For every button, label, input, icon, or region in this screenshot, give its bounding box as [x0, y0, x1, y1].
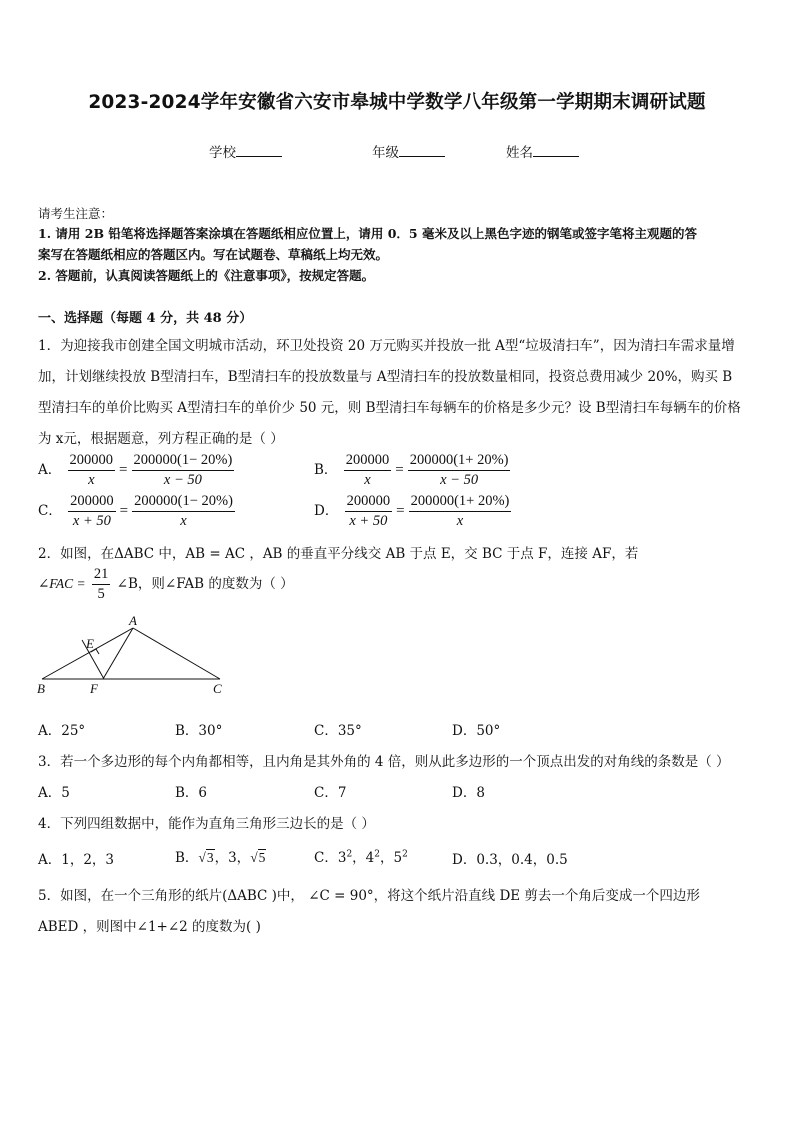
q1-line-4: 为 x元，根据题意，列方程正确的是（ ） — [38, 431, 284, 447]
power-2: $4^2$ — [365, 849, 380, 866]
notice-line-1: 1. 请用 2B 铅笔将选择题答案涂填在答题纸相应位置上，请用 0．5 毫米及以上黑色字迹的钢笔或签字笔将主观题的答 — [38, 226, 697, 241]
q3-option-a[interactable]: A．5 — [38, 785, 70, 801]
option-label: B． — [175, 850, 199, 866]
q2-option-a[interactable]: A．25° — [38, 723, 86, 739]
q1-line-3: 型清扫车的单价比购买 A型清扫车的单价少 50 元，则 B型清扫车每辆车的价格是多少元？设 B型清扫车每辆车的价格 — [38, 400, 741, 416]
power-3: $5^2$ — [393, 849, 408, 866]
notice-line-2: 案写在答题纸相应的答题区内。写在试题卷、草稿纸上均无效。 — [38, 247, 389, 262]
q1-option-b[interactable]: B． $\frac{200000}{x}$ = $\frac{200000(1+ 20\%)}{x - 50}$ — [314, 452, 509, 488]
q4-option-b[interactable] — [175, 846, 266, 866]
option-label: D． — [314, 503, 339, 519]
segment-ac — [133, 628, 220, 679]
q1-option-d[interactable]: D． $\frac{200000}{x + 50}$ = $\frac{200000(1+ 20\%)}{x}$ — [314, 493, 510, 529]
name-blank — [533, 143, 579, 157]
q4-option-a[interactable]: A．1，2，3 — [38, 852, 115, 868]
power-1: $3^2$ — [337, 849, 353, 866]
q2-line-2 — [38, 566, 294, 603]
page-title: 2023-2024学年安徽省六安市皋城中学数学八年级第一学期期末调研试题 — [88, 92, 706, 113]
q2-triangle-figure — [30, 612, 230, 696]
fraction-left: $\frac{200000}{x + 50}$ — [70, 493, 114, 529]
q2-option-d[interactable]: D．50° — [452, 723, 501, 739]
q4-option-d[interactable]: D．0.3，0.4，0.5 — [452, 852, 568, 868]
q1-line-2: 加，计划继续投放 B型清扫车，B型清扫车的投放数量与 A型清扫车的投放数量相同，投资总费用减少 20%，购买 B — [38, 369, 733, 385]
notice-line-3: 2. 答题前，认真阅读答题纸上的《注意事项》，按规定答题。 — [38, 268, 375, 283]
option-label: C． — [314, 850, 338, 866]
fraction-right: $\frac{200000(1- 20\%)}{x}$ — [134, 493, 233, 529]
school-field — [209, 141, 282, 161]
grade-blank — [399, 143, 445, 157]
fraction-left: $\frac{200000}{x + 50}$ — [346, 493, 391, 529]
fraction-right: $\frac{200000(1+ 20\%)}{x - 50}$ — [409, 452, 509, 488]
label-a: A — [129, 613, 137, 628]
q2-option-b[interactable]: B．30° — [175, 723, 223, 739]
q1-option-c[interactable]: C． $\frac{200000}{x + 50}$ = $\frac{200000(1- 20\%)}{x}$ — [38, 493, 233, 529]
fraction-left: $\frac{200000}{x}$ — [69, 452, 114, 488]
fraction-left: $\frac{200000}{x}$ — [345, 452, 390, 488]
section-heading: 一、选择题（每题 4 分，共 48 分） — [38, 311, 253, 326]
label-b: B — [37, 681, 45, 696]
label-e: E — [86, 636, 94, 651]
segment-af — [103, 628, 133, 679]
grade-field — [372, 141, 445, 161]
school-label: 学校 — [209, 145, 236, 161]
q2-fraction: $\frac{21}{5}$ — [93, 566, 109, 602]
q5-line-1: 5．如图，在一个三角形的纸片(ΔABC )中， ∠C = 90°，将这个纸片沿直线 DE 剪去一个角后变成一个四边形 — [38, 888, 700, 904]
option-label: B． — [314, 462, 338, 478]
q2-angle-fac: ∠FAC = — [38, 576, 86, 591]
q5-line-2: ABED ，则图中∠1+∠2 的度数为( ) — [38, 919, 261, 935]
q3-line-1: 3．若一个多边形的每个内角都相等，且内角是其外角的 4 倍，则从此多边形的一个顶点出发的对角线的条数是（ ） — [38, 754, 730, 770]
name-field — [506, 141, 579, 161]
q3-option-c[interactable]: C．7 — [314, 785, 347, 801]
label-c: C — [213, 681, 222, 696]
name-label: 姓名 — [506, 145, 533, 161]
option-label: A． — [38, 462, 62, 478]
q2-line-2-rest: ∠B，则∠FAB 的度数为（ ） — [116, 576, 294, 592]
sqrt-5: √5 — [250, 850, 266, 865]
q4-option-c[interactable]: C．$3^2$，$4^2$，$5^2$ — [314, 849, 408, 866]
q1-option-a[interactable]: A． $\frac{200000}{x}$ = $\frac{200000(1- 20\%)}{x - 50}$ — [38, 452, 233, 488]
q2-option-c[interactable]: C．35° — [314, 723, 362, 739]
q1-line-1: 1．为迎接我市创建全国文明城市活动，环卫处投资 20 万元购买并投放一批 A型“垃圾清扫车”，因为清扫车需求量增 — [38, 338, 735, 354]
q4-line-1: 4．下列四组数据中，能作为直角三角形三边长的是（ ） — [38, 816, 375, 832]
option-label: C． — [38, 503, 62, 519]
school-blank — [236, 143, 282, 157]
q3-option-d[interactable]: D．8 — [452, 785, 485, 801]
q3-option-b[interactable]: B．6 — [175, 785, 208, 801]
option-mid: ，3， — [214, 850, 251, 866]
fraction-right: $\frac{200000(1+ 20\%)}{x}$ — [410, 493, 510, 529]
label-f: F — [90, 681, 98, 696]
fraction-right: $\frac{200000(1- 20\%)}{x - 50}$ — [133, 452, 233, 488]
sqrt-3: √3 — [198, 850, 214, 865]
q2-line-1: 2．如图，在ΔABC 中，AB = AC ，AB 的垂直平分线交 AB 于点 E，交 BC 于点 F，连接 AF，若 — [38, 546, 639, 562]
grade-label: 年级 — [372, 145, 399, 161]
notice-heading: 请考生注意： — [38, 206, 114, 221]
